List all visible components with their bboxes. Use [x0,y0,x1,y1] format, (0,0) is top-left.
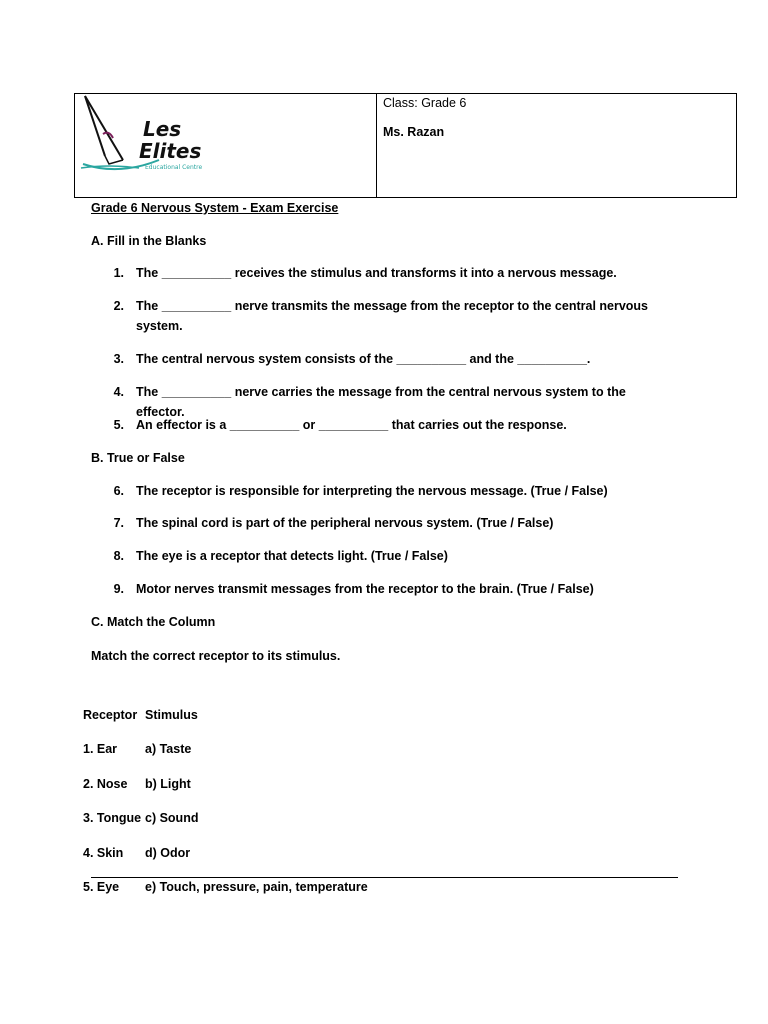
logo-subtext: Educational Centre [145,164,203,171]
match-stimulus: d) Odor [145,846,191,860]
horizontal-rule [91,877,678,878]
match-stimulus: c) Sound [145,811,199,825]
item-number: 7. [113,516,124,530]
column-header-stimulus: Stimulus [145,708,198,722]
item-number: 5. [113,418,124,432]
info-cell [377,94,736,197]
question-item: The eye is a receptor that detects light. (True / False) [136,549,448,563]
question-item: The central nervous system consists of the __________ and the __________. [136,352,591,366]
question-item: The __________ nerve transmits the message from the receptor to the central nervous system. [136,299,649,333]
item-number: 4. [113,385,124,399]
item-number: 9. [113,582,124,596]
match-receptor: 1. Ear [83,742,118,756]
match-receptor: 2. Nose [83,777,128,791]
question-item: The __________ nerve carries the message from the central nervous system to the effector. [136,385,626,419]
match-receptor: 5. Eye [83,880,120,894]
logo-text-line2: Elites [139,139,202,163]
section-c-instruction: Match the correct receptor to its stimulus. [91,649,341,663]
match-stimulus: b) Light [145,777,191,791]
item-number: 3. [113,352,124,366]
match-stimulus: e) Touch, pressure, pain, temperature [145,880,368,894]
item-number: 6. [113,484,124,498]
logo-text-line1: Les [143,117,182,141]
match-receptor: 4. Skin [83,846,124,860]
class-label: Class: Grade 6 [383,96,467,110]
match-receptor: 3. Tongue [83,811,142,825]
teacher-name: Ms. Razan [383,125,445,139]
item-number: 2. [113,299,124,313]
question-item: Motor nerves transmit messages from the receptor to the brain. (True / False) [136,582,594,596]
question-item: The receptor is responsible for interpreting the nervous message. (True / False) [136,484,608,498]
question-item: The __________ receives the stimulus and transforms it into a nervous message. [136,266,617,280]
item-number: 1. [113,266,124,280]
section-c-heading: C. Match the Column [91,615,216,629]
question-item: An effector is a __________ or __________ that carries out the response. [136,418,567,432]
column-header-receptor: Receptor [83,708,138,722]
les-elites-logo [79,94,219,174]
item-number: 8. [113,549,124,563]
question-item: The spinal cord is part of the peripheral nervous system. (True / False) [136,516,554,530]
section-b-heading: B. True or False [91,451,185,465]
section-a-heading: A. Fill in the Blanks [91,234,207,248]
logo-cell [75,94,377,197]
match-stimulus: a) Taste [145,742,192,756]
header-table [74,93,737,198]
page-title: Grade 6 Nervous System - Exam Exercise [91,201,339,215]
